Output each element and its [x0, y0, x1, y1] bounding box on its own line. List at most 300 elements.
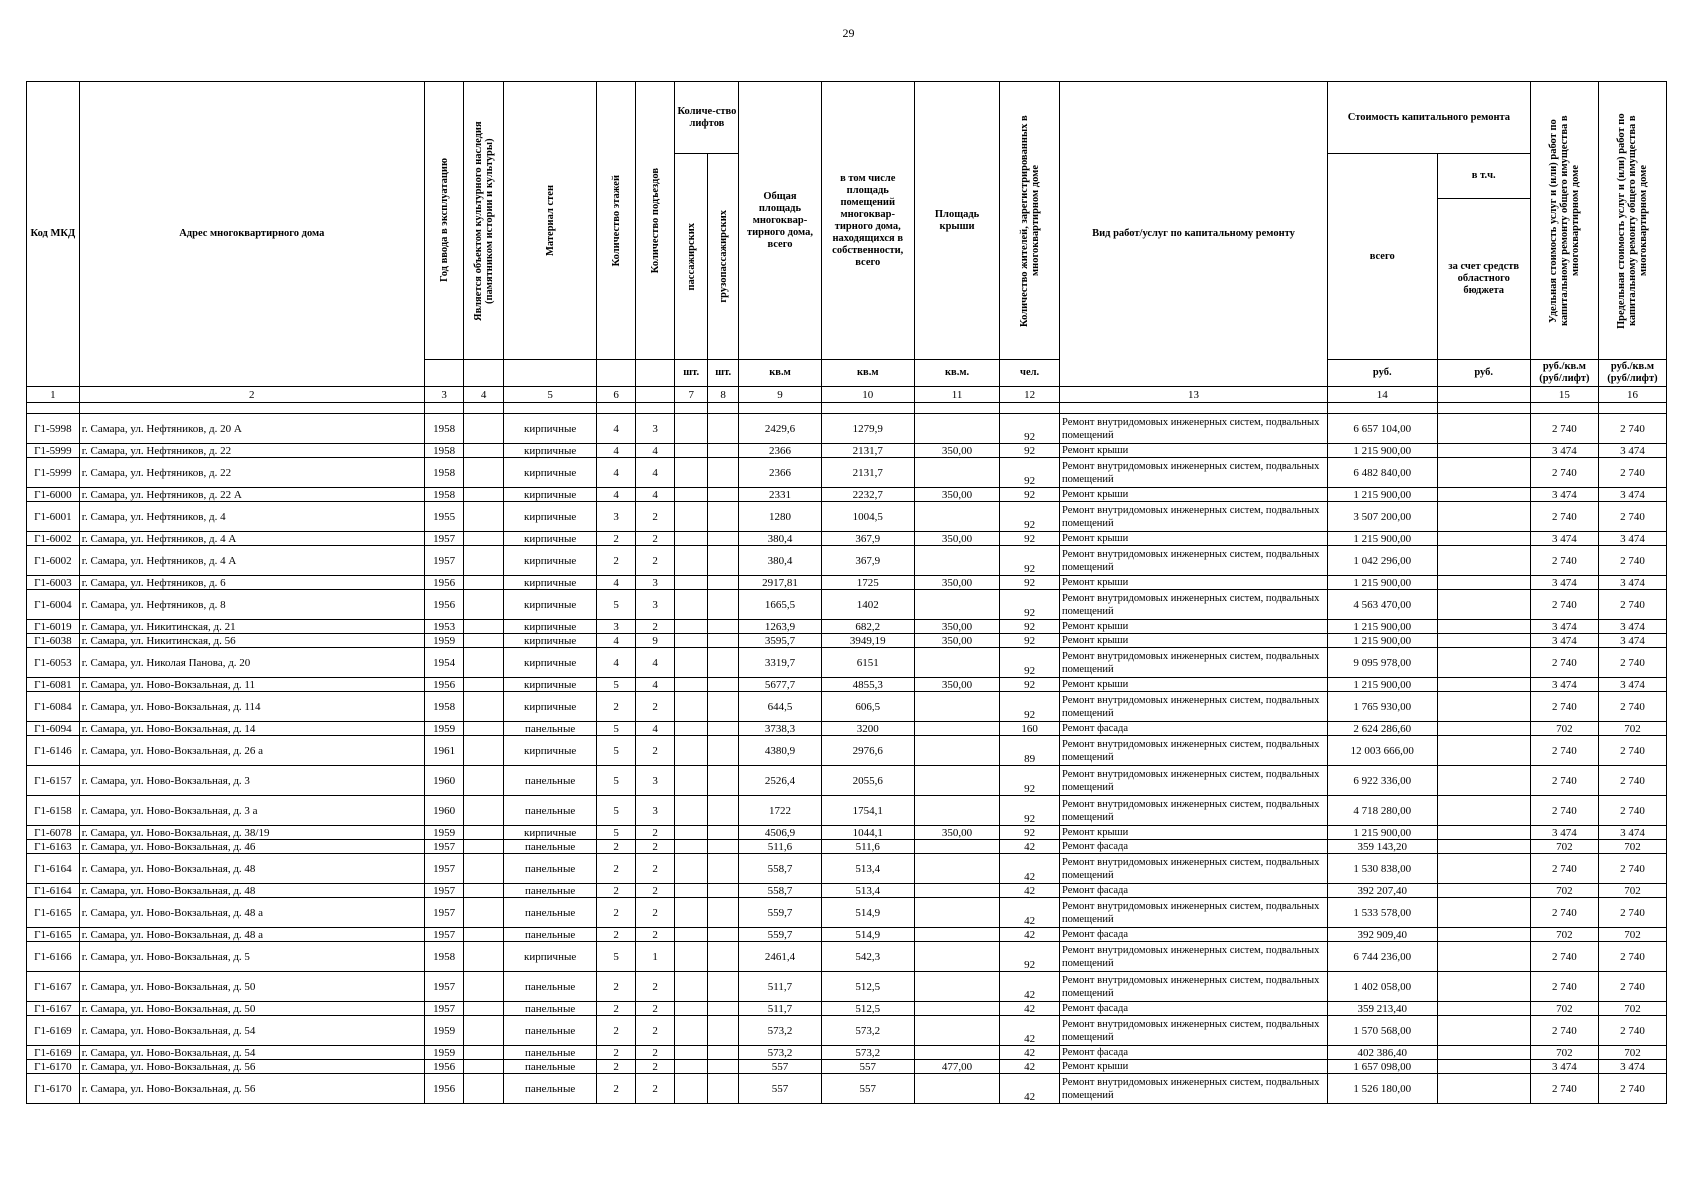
- cell-work-type: Ремонт крыши: [1060, 634, 1328, 648]
- cell-max-cost: 2 740: [1598, 590, 1666, 620]
- table-row: [27, 722, 1667, 736]
- cell-total-area: 5677,7: [739, 678, 821, 692]
- cell-work-type: Ремонт внутридомовых инженерных систем, подвальных помещений: [1060, 414, 1328, 444]
- cell-max-cost: 3 474: [1598, 488, 1666, 502]
- col-num: 4: [464, 387, 504, 403]
- cell-entrances: 2: [635, 1074, 675, 1104]
- cell-year: 1956: [424, 576, 464, 590]
- cell-lifts-cargo: [707, 942, 738, 972]
- cell-residents: 42: [1000, 1074, 1060, 1104]
- cell-floors: 2: [597, 692, 636, 722]
- cell-total-area: 2429,6: [739, 414, 821, 444]
- cell-total-area: 558,7: [739, 854, 821, 884]
- cell-cost-regional: [1437, 502, 1530, 532]
- cell-roof-area: [914, 898, 999, 928]
- cell-heritage: [464, 692, 504, 722]
- header-cost: Стоимость капитального ремонта: [1327, 82, 1530, 154]
- cell-lifts-passenger: [675, 1060, 707, 1074]
- cell-roof-area: 350,00: [914, 444, 999, 458]
- cell-owned-area: 2055,6: [821, 766, 914, 796]
- header-code: Код МКД: [27, 82, 80, 387]
- cell-code: Г1-6169: [27, 1046, 80, 1060]
- cell-residents: 92: [1000, 766, 1060, 796]
- cell-unit-cost: 2 740: [1530, 502, 1598, 532]
- cell-address: г. Самара, ул. Ново-Вокзальная, д. 54: [79, 1046, 424, 1060]
- cell-cost-total: 1 765 930,00: [1327, 692, 1437, 722]
- unit-rub-sqm-max: руб./кв.м (руб/лифт): [1598, 360, 1666, 387]
- cell-work-type: Ремонт внутридомовых инженерных систем, подвальных помещений: [1060, 942, 1328, 972]
- cell-owned-area: 3949,19: [821, 634, 914, 648]
- cell-cost-total: 6 922 336,00: [1327, 766, 1437, 796]
- cell-roof-area: [914, 546, 999, 576]
- col-num: 14: [1327, 387, 1437, 403]
- cell-entrances: 3: [635, 766, 675, 796]
- cell-year: 1960: [424, 796, 464, 826]
- cell-owned-area: 2976,6: [821, 736, 914, 766]
- cell-residents: 92: [1000, 678, 1060, 692]
- cell-lifts-cargo: [707, 854, 738, 884]
- cell-total-area: 1722: [739, 796, 821, 826]
- cell-lifts-cargo: [707, 414, 738, 444]
- cell-heritage: [464, 898, 504, 928]
- cell-year: 1958: [424, 458, 464, 488]
- cell-address: г. Самара, ул. Нефтяников, д. 4 А: [79, 546, 424, 576]
- table-row: [27, 898, 1667, 928]
- cell-roof-area: [914, 648, 999, 678]
- cell-floors: 2: [597, 840, 636, 854]
- cell-material: панельные: [503, 1046, 596, 1060]
- unit-sqm-roof: кв.м.: [914, 360, 999, 387]
- cell-material: кирпичные: [503, 546, 596, 576]
- cell-heritage: [464, 928, 504, 942]
- table-row: [27, 1002, 1667, 1016]
- cell-code: Г1-6163: [27, 840, 80, 854]
- header-lifts-passenger: пассажирских: [675, 154, 707, 360]
- cell-roof-area: [914, 766, 999, 796]
- cell-entrances: 3: [635, 796, 675, 826]
- cell-year: 1954: [424, 648, 464, 678]
- cell-lifts-cargo: [707, 796, 738, 826]
- cell-total-area: 4506,9: [739, 826, 821, 840]
- cell-residents: 42: [1000, 1002, 1060, 1016]
- cell-work-type: Ремонт внутридомовых инженерных систем, подвальных помещений: [1060, 1016, 1328, 1046]
- cell-floors: 4: [597, 488, 636, 502]
- cell-address: г. Самара, ул. Ново-Вокзальная, д. 56: [79, 1060, 424, 1074]
- cell-roof-area: 350,00: [914, 826, 999, 840]
- cell-material: кирпичные: [503, 678, 596, 692]
- cell-lifts-passenger: [675, 648, 707, 678]
- cell-cost-regional: [1437, 854, 1530, 884]
- cell-total-area: 557: [739, 1074, 821, 1104]
- cell-year: 1956: [424, 1060, 464, 1074]
- cell-heritage: [464, 1016, 504, 1046]
- cell-address: г. Самара, ул. Ново-Вокзальная, д. 56: [79, 1074, 424, 1104]
- cell-unit-cost: 2 740: [1530, 414, 1598, 444]
- cell-owned-area: 367,9: [821, 546, 914, 576]
- unit-pcs-cargo: шт.: [707, 360, 738, 387]
- cell-heritage: [464, 678, 504, 692]
- cell-owned-area: 512,5: [821, 972, 914, 1002]
- cell-floors: 2: [597, 1046, 636, 1060]
- cell-owned-area: 682,2: [821, 620, 914, 634]
- cell-lifts-cargo: [707, 826, 738, 840]
- cell-total-area: 644,5: [739, 692, 821, 722]
- cell-year: 1958: [424, 414, 464, 444]
- header-unit-cost: Удельная стоимость услуг и (или) работ по капитальному ремонту общего имущества в многоквартирном доме: [1530, 82, 1598, 360]
- cell-floors: 2: [597, 546, 636, 576]
- cell-lifts-passenger: [675, 458, 707, 488]
- cell-floors: 5: [597, 826, 636, 840]
- cell-work-type: Ремонт крыши: [1060, 576, 1328, 590]
- cell-lifts-passenger: [675, 1046, 707, 1060]
- cell-work-type: Ремонт крыши: [1060, 826, 1328, 840]
- cell-cost-regional: [1437, 826, 1530, 840]
- cell-code: Г1-5999: [27, 458, 80, 488]
- cell-lifts-passenger: [675, 1074, 707, 1104]
- cell-floors: 5: [597, 722, 636, 736]
- cell-heritage: [464, 532, 504, 546]
- col-num: 1: [27, 387, 80, 403]
- cell-total-area: 557: [739, 1060, 821, 1074]
- cell-roof-area: [914, 1016, 999, 1046]
- cell-unit-cost: 702: [1530, 722, 1598, 736]
- cell-year: 1959: [424, 634, 464, 648]
- cell-year: 1957: [424, 532, 464, 546]
- cell-unit-cost: 3 474: [1530, 444, 1598, 458]
- cell-cost-regional: [1437, 576, 1530, 590]
- cell-cost-regional: [1437, 1016, 1530, 1046]
- cell-material: кирпичные: [503, 620, 596, 634]
- cell-material: кирпичные: [503, 458, 596, 488]
- cell-heritage: [464, 942, 504, 972]
- cell-entrances: 2: [635, 884, 675, 898]
- cell-lifts-passenger: [675, 898, 707, 928]
- cell-roof-area: [914, 972, 999, 1002]
- cell-unit-cost: 2 740: [1530, 692, 1598, 722]
- table-row: [27, 532, 1667, 546]
- cell-owned-area: 606,5: [821, 692, 914, 722]
- cell-code: Г1-6001: [27, 502, 80, 532]
- cell-heritage: [464, 736, 504, 766]
- header-work-type: Вид работ/услуг по капитальному ремонту: [1060, 82, 1328, 387]
- cell-lifts-passenger: [675, 576, 707, 590]
- cell-cost-total: 359 213,40: [1327, 1002, 1437, 1016]
- cell-max-cost: 2 740: [1598, 502, 1666, 532]
- cell-floors: 2: [597, 884, 636, 898]
- cell-lifts-cargo: [707, 648, 738, 678]
- cell-material: кирпичные: [503, 692, 596, 722]
- cell-work-type: Ремонт внутридомовых инженерных систем, подвальных помещений: [1060, 736, 1328, 766]
- cell-year: 1955: [424, 502, 464, 532]
- cell-entrances: 3: [635, 576, 675, 590]
- cell-max-cost: 2 740: [1598, 854, 1666, 884]
- cell-lifts-cargo: [707, 634, 738, 648]
- cell-max-cost: 3 474: [1598, 576, 1666, 590]
- header-floors: Количество этажей: [597, 82, 636, 360]
- cell-lifts-cargo: [707, 502, 738, 532]
- cell-material: панельные: [503, 766, 596, 796]
- cell-cost-regional: [1437, 678, 1530, 692]
- cell-year: 1959: [424, 826, 464, 840]
- cell-unit-cost: 702: [1530, 884, 1598, 898]
- cell-code: Г1-5999: [27, 444, 80, 458]
- cell-total-area: 380,4: [739, 532, 821, 546]
- unit-pcs-passenger: шт.: [675, 360, 707, 387]
- cell-owned-area: 557: [821, 1074, 914, 1104]
- cell-lifts-passenger: [675, 444, 707, 458]
- cell-lifts-passenger: [675, 854, 707, 884]
- cell-material: кирпичные: [503, 648, 596, 678]
- cell-code: Г1-6084: [27, 692, 80, 722]
- cell-address: г. Самара, ул. Ново-Вокзальная, д. 48 а: [79, 928, 424, 942]
- cell-roof-area: 350,00: [914, 488, 999, 502]
- cell-heritage: [464, 488, 504, 502]
- cell-heritage: [464, 458, 504, 488]
- header-lifts: Количе-ство лифтов: [675, 82, 739, 154]
- cell-entrances: 9: [635, 634, 675, 648]
- cell-code: Г1-6169: [27, 1016, 80, 1046]
- cell-material: панельные: [503, 898, 596, 928]
- cell-code: Г1-6167: [27, 1002, 80, 1016]
- cell-cost-total: 1 657 098,00: [1327, 1060, 1437, 1074]
- unit-rub-regional: руб.: [1437, 360, 1530, 387]
- cell-code: Г1-6157: [27, 766, 80, 796]
- cell-floors: 3: [597, 502, 636, 532]
- cell-floors: 4: [597, 444, 636, 458]
- cell-work-type: Ремонт внутридомовых инженерных систем, подвальных помещений: [1060, 766, 1328, 796]
- cell-owned-area: 573,2: [821, 1046, 914, 1060]
- cell-entrances: 1: [635, 942, 675, 972]
- cell-unit-cost: 2 740: [1530, 590, 1598, 620]
- column-numbers-row: [27, 387, 1667, 403]
- cell-floors: 2: [597, 854, 636, 884]
- cell-cost-regional: [1437, 972, 1530, 1002]
- cell-heritage: [464, 826, 504, 840]
- cell-floors: 2: [597, 898, 636, 928]
- cell-residents: 42: [1000, 1060, 1060, 1074]
- cell-cost-regional: [1437, 648, 1530, 678]
- cell-lifts-cargo: [707, 458, 738, 488]
- cell-work-type: Ремонт внутридомовых инженерных систем, подвальных помещений: [1060, 502, 1328, 532]
- unit-sqm-owned: кв.м: [821, 360, 914, 387]
- header-cost-regional: за счет средств областного бюджета: [1437, 199, 1530, 360]
- cell-address: г. Самара, ул. Ново-Вокзальная, д. 48: [79, 884, 424, 898]
- cell-cost-regional: [1437, 444, 1530, 458]
- cell-total-area: 4380,9: [739, 736, 821, 766]
- cell-lifts-passenger: [675, 678, 707, 692]
- cell-address: г. Самара, ул. Ново-Вокзальная, д. 3: [79, 766, 424, 796]
- cell-roof-area: [914, 840, 999, 854]
- cell-work-type: Ремонт внутридомовых инженерных систем, подвальных помещений: [1060, 546, 1328, 576]
- cell-lifts-passenger: [675, 972, 707, 1002]
- cell-roof-area: [914, 414, 999, 444]
- cell-entrances: 3: [635, 414, 675, 444]
- cell-heritage: [464, 1002, 504, 1016]
- cell-address: г. Самара, ул. Ново-Вокзальная, д. 38/19: [79, 826, 424, 840]
- cell-max-cost: 2 740: [1598, 972, 1666, 1002]
- cell-code: Г1-6164: [27, 884, 80, 898]
- cell-lifts-cargo: [707, 590, 738, 620]
- cell-floors: 2: [597, 1002, 636, 1016]
- cell-entrances: 2: [635, 898, 675, 928]
- cell-heritage: [464, 648, 504, 678]
- cell-lifts-passenger: [675, 840, 707, 854]
- cell-unit-cost: 3 474: [1530, 532, 1598, 546]
- cell-entrances: 2: [635, 972, 675, 1002]
- header-cost-incl: в т.ч.: [1437, 154, 1530, 199]
- repair-register-table: [26, 81, 1667, 1104]
- cell-address: г. Самара, ул. Ново-Вокзальная, д. 48: [79, 854, 424, 884]
- cell-work-type: Ремонт внутридомовых инженерных систем, подвальных помещений: [1060, 590, 1328, 620]
- cell-lifts-cargo: [707, 1016, 738, 1046]
- cell-unit-cost: 2 740: [1530, 736, 1598, 766]
- cell-roof-area: [914, 884, 999, 898]
- col-num: 2: [79, 387, 424, 403]
- cell-heritage: [464, 884, 504, 898]
- cell-year: 1958: [424, 488, 464, 502]
- cell-work-type: Ремонт фасада: [1060, 884, 1328, 898]
- cell-cost-regional: [1437, 620, 1530, 634]
- cell-code: Г1-6165: [27, 928, 80, 942]
- cell-year: 1957: [424, 928, 464, 942]
- cell-max-cost: 702: [1598, 928, 1666, 942]
- cell-lifts-cargo: [707, 576, 738, 590]
- cell-address: г. Самара, ул. Нефтяников, д. 22: [79, 458, 424, 488]
- header-residents: Количество жителей, зарегистрированных в многоквартирном доме: [1000, 82, 1060, 360]
- cell-cost-total: 6 744 236,00: [1327, 942, 1437, 972]
- cell-address: г. Самара, ул. Ново-Вокзальная, д. 54: [79, 1016, 424, 1046]
- cell-cost-total: 1 526 180,00: [1327, 1074, 1437, 1104]
- cell-lifts-passenger: [675, 414, 707, 444]
- cell-roof-area: [914, 796, 999, 826]
- cell-entrances: 2: [635, 736, 675, 766]
- cell-code: Г1-6002: [27, 546, 80, 576]
- cell-total-area: 3738,3: [739, 722, 821, 736]
- header-lifts-cargo: грузопассажирских: [707, 154, 738, 360]
- cell-owned-area: 4855,3: [821, 678, 914, 692]
- table-row: [27, 546, 1667, 576]
- cell-max-cost: 3 474: [1598, 1060, 1666, 1074]
- cell-lifts-cargo: [707, 488, 738, 502]
- cell-residents: 92: [1000, 648, 1060, 678]
- cell-cost-regional: [1437, 942, 1530, 972]
- cell-owned-area: 513,4: [821, 854, 914, 884]
- col-num: 16: [1598, 387, 1666, 403]
- cell-roof-area: 350,00: [914, 678, 999, 692]
- col-num: 3: [424, 387, 464, 403]
- cell-code: Г1-6019: [27, 620, 80, 634]
- cell-lifts-cargo: [707, 1074, 738, 1104]
- cell-max-cost: 2 740: [1598, 1016, 1666, 1046]
- cell-total-area: 3595,7: [739, 634, 821, 648]
- cell-residents: 89: [1000, 736, 1060, 766]
- cell-work-type: Ремонт внутридомовых инженерных систем, подвальных помещений: [1060, 972, 1328, 1002]
- cell-lifts-passenger: [675, 590, 707, 620]
- cell-year: 1957: [424, 972, 464, 1002]
- cell-code: Г1-6170: [27, 1060, 80, 1074]
- cell-roof-area: [914, 502, 999, 532]
- cell-max-cost: 702: [1598, 840, 1666, 854]
- cell-cost-regional: [1437, 414, 1530, 444]
- cell-total-area: 573,2: [739, 1046, 821, 1060]
- cell-cost-total: 3 507 200,00: [1327, 502, 1437, 532]
- header-entrances: Количество подъездов: [635, 82, 675, 360]
- cell-floors: 2: [597, 532, 636, 546]
- cell-year: 1957: [424, 898, 464, 928]
- cell-lifts-cargo: [707, 736, 738, 766]
- cell-code: Г1-6164: [27, 854, 80, 884]
- header-year: Год ввода в эксплуатацию: [424, 82, 464, 360]
- cell-owned-area: 511,6: [821, 840, 914, 854]
- cell-year: 1961: [424, 736, 464, 766]
- cell-cost-total: 1 533 578,00: [1327, 898, 1437, 928]
- cell-entrances: 2: [635, 532, 675, 546]
- cell-floors: 5: [597, 678, 636, 692]
- cell-material: панельные: [503, 972, 596, 1002]
- cell-year: 1957: [424, 854, 464, 884]
- cell-unit-cost: 3 474: [1530, 1060, 1598, 1074]
- cell-work-type: Ремонт внутридомовых инженерных систем, подвальных помещений: [1060, 796, 1328, 826]
- cell-work-type: Ремонт фасада: [1060, 928, 1328, 942]
- cell-max-cost: 2 740: [1598, 648, 1666, 678]
- cell-cost-regional: [1437, 1060, 1530, 1074]
- cell-work-type: Ремонт крыши: [1060, 444, 1328, 458]
- cell-cost-regional: [1437, 928, 1530, 942]
- cell-cost-total: 1 402 058,00: [1327, 972, 1437, 1002]
- cell-cost-regional: [1437, 634, 1530, 648]
- cell-material: кирпичные: [503, 532, 596, 546]
- cell-work-type: Ремонт внутридомовых инженерных систем, подвальных помещений: [1060, 854, 1328, 884]
- col-num: 15: [1530, 387, 1598, 403]
- table-row: [27, 502, 1667, 532]
- cell-max-cost: 2 740: [1598, 898, 1666, 928]
- table-row: [27, 414, 1667, 444]
- cell-roof-area: [914, 590, 999, 620]
- cell-residents: 92: [1000, 414, 1060, 444]
- cell-unit-cost: 3 474: [1530, 576, 1598, 590]
- cell-lifts-cargo: [707, 532, 738, 546]
- cell-cost-regional: [1437, 1046, 1530, 1060]
- cell-unit-cost: 3 474: [1530, 826, 1598, 840]
- cell-floors: 3: [597, 620, 636, 634]
- cell-code: Г1-6146: [27, 736, 80, 766]
- cell-year: 1957: [424, 546, 464, 576]
- cell-roof-area: [914, 692, 999, 722]
- cell-code: Г1-6000: [27, 488, 80, 502]
- cell-work-type: Ремонт крыши: [1060, 488, 1328, 502]
- cell-lifts-passenger: [675, 722, 707, 736]
- cell-cost-regional: [1437, 546, 1530, 576]
- table-row: [27, 736, 1667, 766]
- table-row: [27, 972, 1667, 1002]
- cell-code: Г1-6158: [27, 796, 80, 826]
- cell-material: панельные: [503, 840, 596, 854]
- cell-unit-cost: 702: [1530, 840, 1598, 854]
- cell-material: панельные: [503, 1060, 596, 1074]
- cell-material: кирпичные: [503, 590, 596, 620]
- cell-unit-cost: 2 740: [1530, 766, 1598, 796]
- cell-floors: 5: [597, 736, 636, 766]
- cell-lifts-passenger: [675, 942, 707, 972]
- cell-cost-regional: [1437, 590, 1530, 620]
- cell-owned-area: 2131,7: [821, 458, 914, 488]
- cell-year: 1957: [424, 884, 464, 898]
- header-cost-total: всего: [1327, 154, 1437, 360]
- cell-unit-cost: 2 740: [1530, 1016, 1598, 1046]
- col-num: 13: [1060, 387, 1328, 403]
- cell-lifts-passenger: [675, 766, 707, 796]
- cell-cost-regional: [1437, 722, 1530, 736]
